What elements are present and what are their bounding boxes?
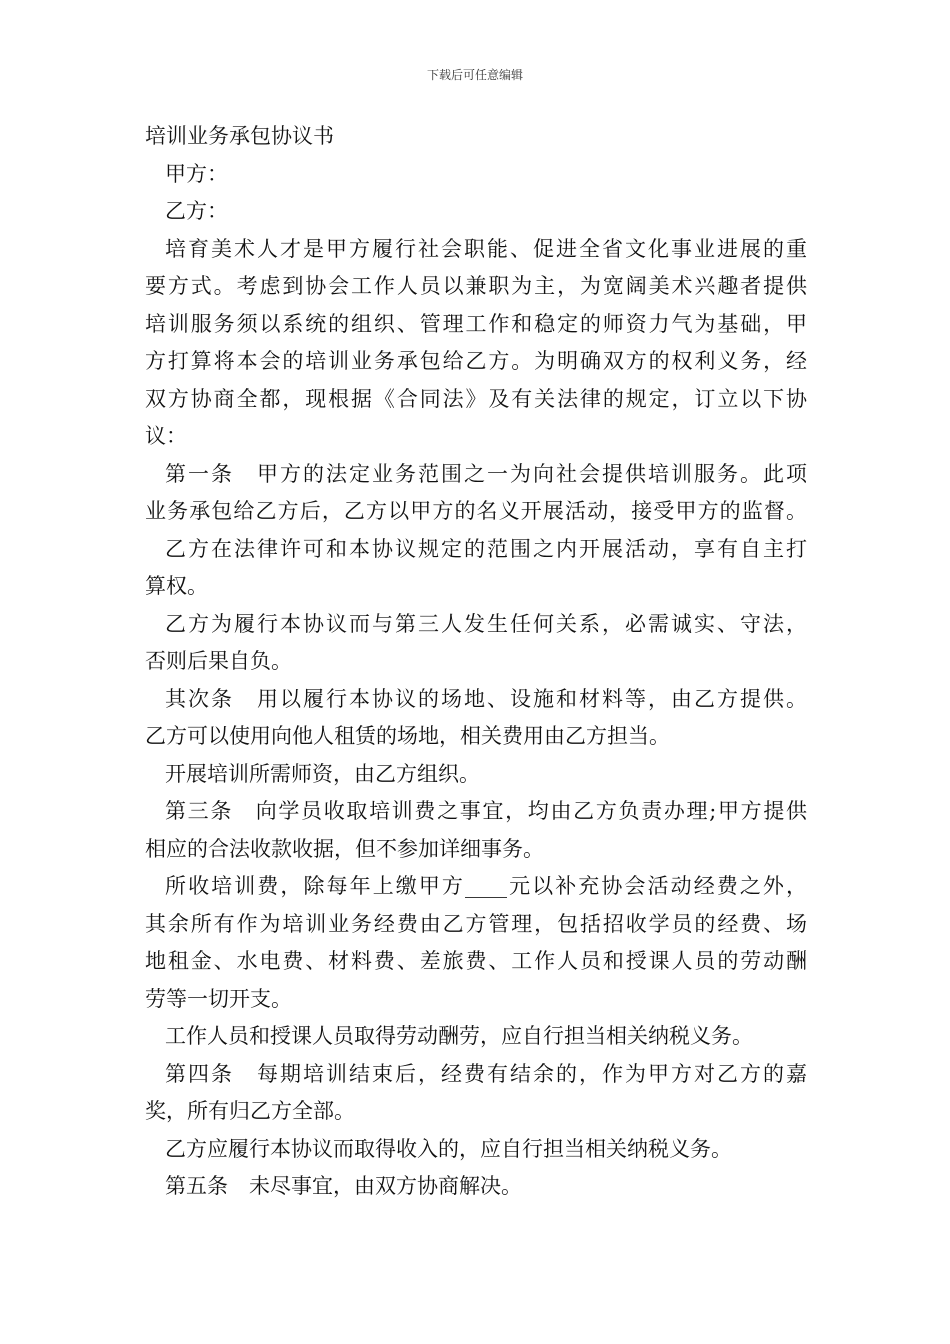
paragraph-line: 第三条 向学员收取培训费之事宜，均由乙方负责办理;甲方提供 bbox=[165, 799, 807, 823]
paragraph-line: 乙方可以使用向他人租赁的场地，相关费用由乙方担当。 bbox=[145, 724, 670, 748]
paragraph-line: 乙方： bbox=[165, 199, 228, 223]
paragraph-line: 要方式。考虑到协会工作人员以兼职为主，为宽阔美术兴趣者提供 bbox=[145, 274, 807, 298]
paragraph-line: 第四条 每期培训结束后，经费有结余的，作为甲方对乙方的嘉 bbox=[165, 1061, 807, 1086]
paragraph-line: 其次条 用以履行本协议的场地、设施和材料等，由乙方提供。 bbox=[165, 686, 807, 711]
paragraph-line: 双方协商全都，现根据《合同法》及有关法律的规定，订立以下协 bbox=[145, 386, 807, 411]
document-body bbox=[145, 118, 807, 1206]
paragraph-line: 算权。 bbox=[145, 574, 208, 598]
paragraph-line: 工作人员和授课人员取得劳动酬劳，应自行担当相关纳税义务。 bbox=[165, 1024, 753, 1048]
paragraph-line: 其余所有作为培训业务经费由乙方管理，包括招收学员的经费、场 bbox=[145, 911, 807, 936]
paragraph-line: 乙方在法律许可和本协议规定的范围之内开展活动，享有自主打 bbox=[165, 536, 807, 561]
paragraph-line: 第一条 甲方的法定业务范围之一为向社会提供培训服务。此项 bbox=[165, 461, 807, 486]
paragraph-line: 业务承包给乙方后，乙方以甲方的名义开展活动，接受甲方的监督。 bbox=[145, 499, 807, 523]
paragraph-line: 地租金、水电费、材料费、差旅费、工作人员和授课人员的劳动酬 bbox=[145, 949, 807, 973]
paragraph-line: 相应的合法收款收据，但不参加详细事务。 bbox=[145, 836, 544, 861]
page-header-note: 下载后可任意编辑 bbox=[426, 68, 523, 82]
document-title: 培训业务承包协议书 bbox=[145, 124, 334, 148]
paragraph-line: 开展培训所需师资，由乙方组织。 bbox=[165, 761, 480, 786]
paragraph-line: 议： bbox=[145, 424, 187, 448]
paragraph-line: 奖，所有归乙方全部。 bbox=[145, 1099, 355, 1123]
document-lines bbox=[145, 156, 807, 1206]
paragraph-line: 否则后果自负。 bbox=[145, 649, 292, 673]
paragraph-line: 培育美术人才是甲方履行社会职能、促进全省文化事业进展的重 bbox=[165, 236, 807, 261]
paragraph-line: 第五条 未尽事宜，由双方协商解决。 bbox=[165, 1174, 522, 1198]
paragraph-line: 乙方应履行本协议而取得收入的，应自行担当相关纳税义务。 bbox=[165, 1136, 732, 1161]
paragraph-line: 方打算将本会的培训业务承包给乙方。为明确双方的权利义务，经 bbox=[145, 349, 807, 373]
paragraph-line: 劳等一切开支。 bbox=[145, 986, 292, 1011]
paragraph-line: 培训服务须以系统的组织、管理工作和稳定的师资力气为基础，甲 bbox=[145, 311, 807, 336]
paragraph-line: 甲方： bbox=[165, 161, 228, 186]
paragraph-line: 所收培训费，除每年上缴甲方____元以补充协会活动经费之外， bbox=[165, 874, 807, 898]
paragraph-line: 乙方为履行本协议而与第三人发生任何关系，必需诚实、守法， bbox=[165, 611, 807, 636]
